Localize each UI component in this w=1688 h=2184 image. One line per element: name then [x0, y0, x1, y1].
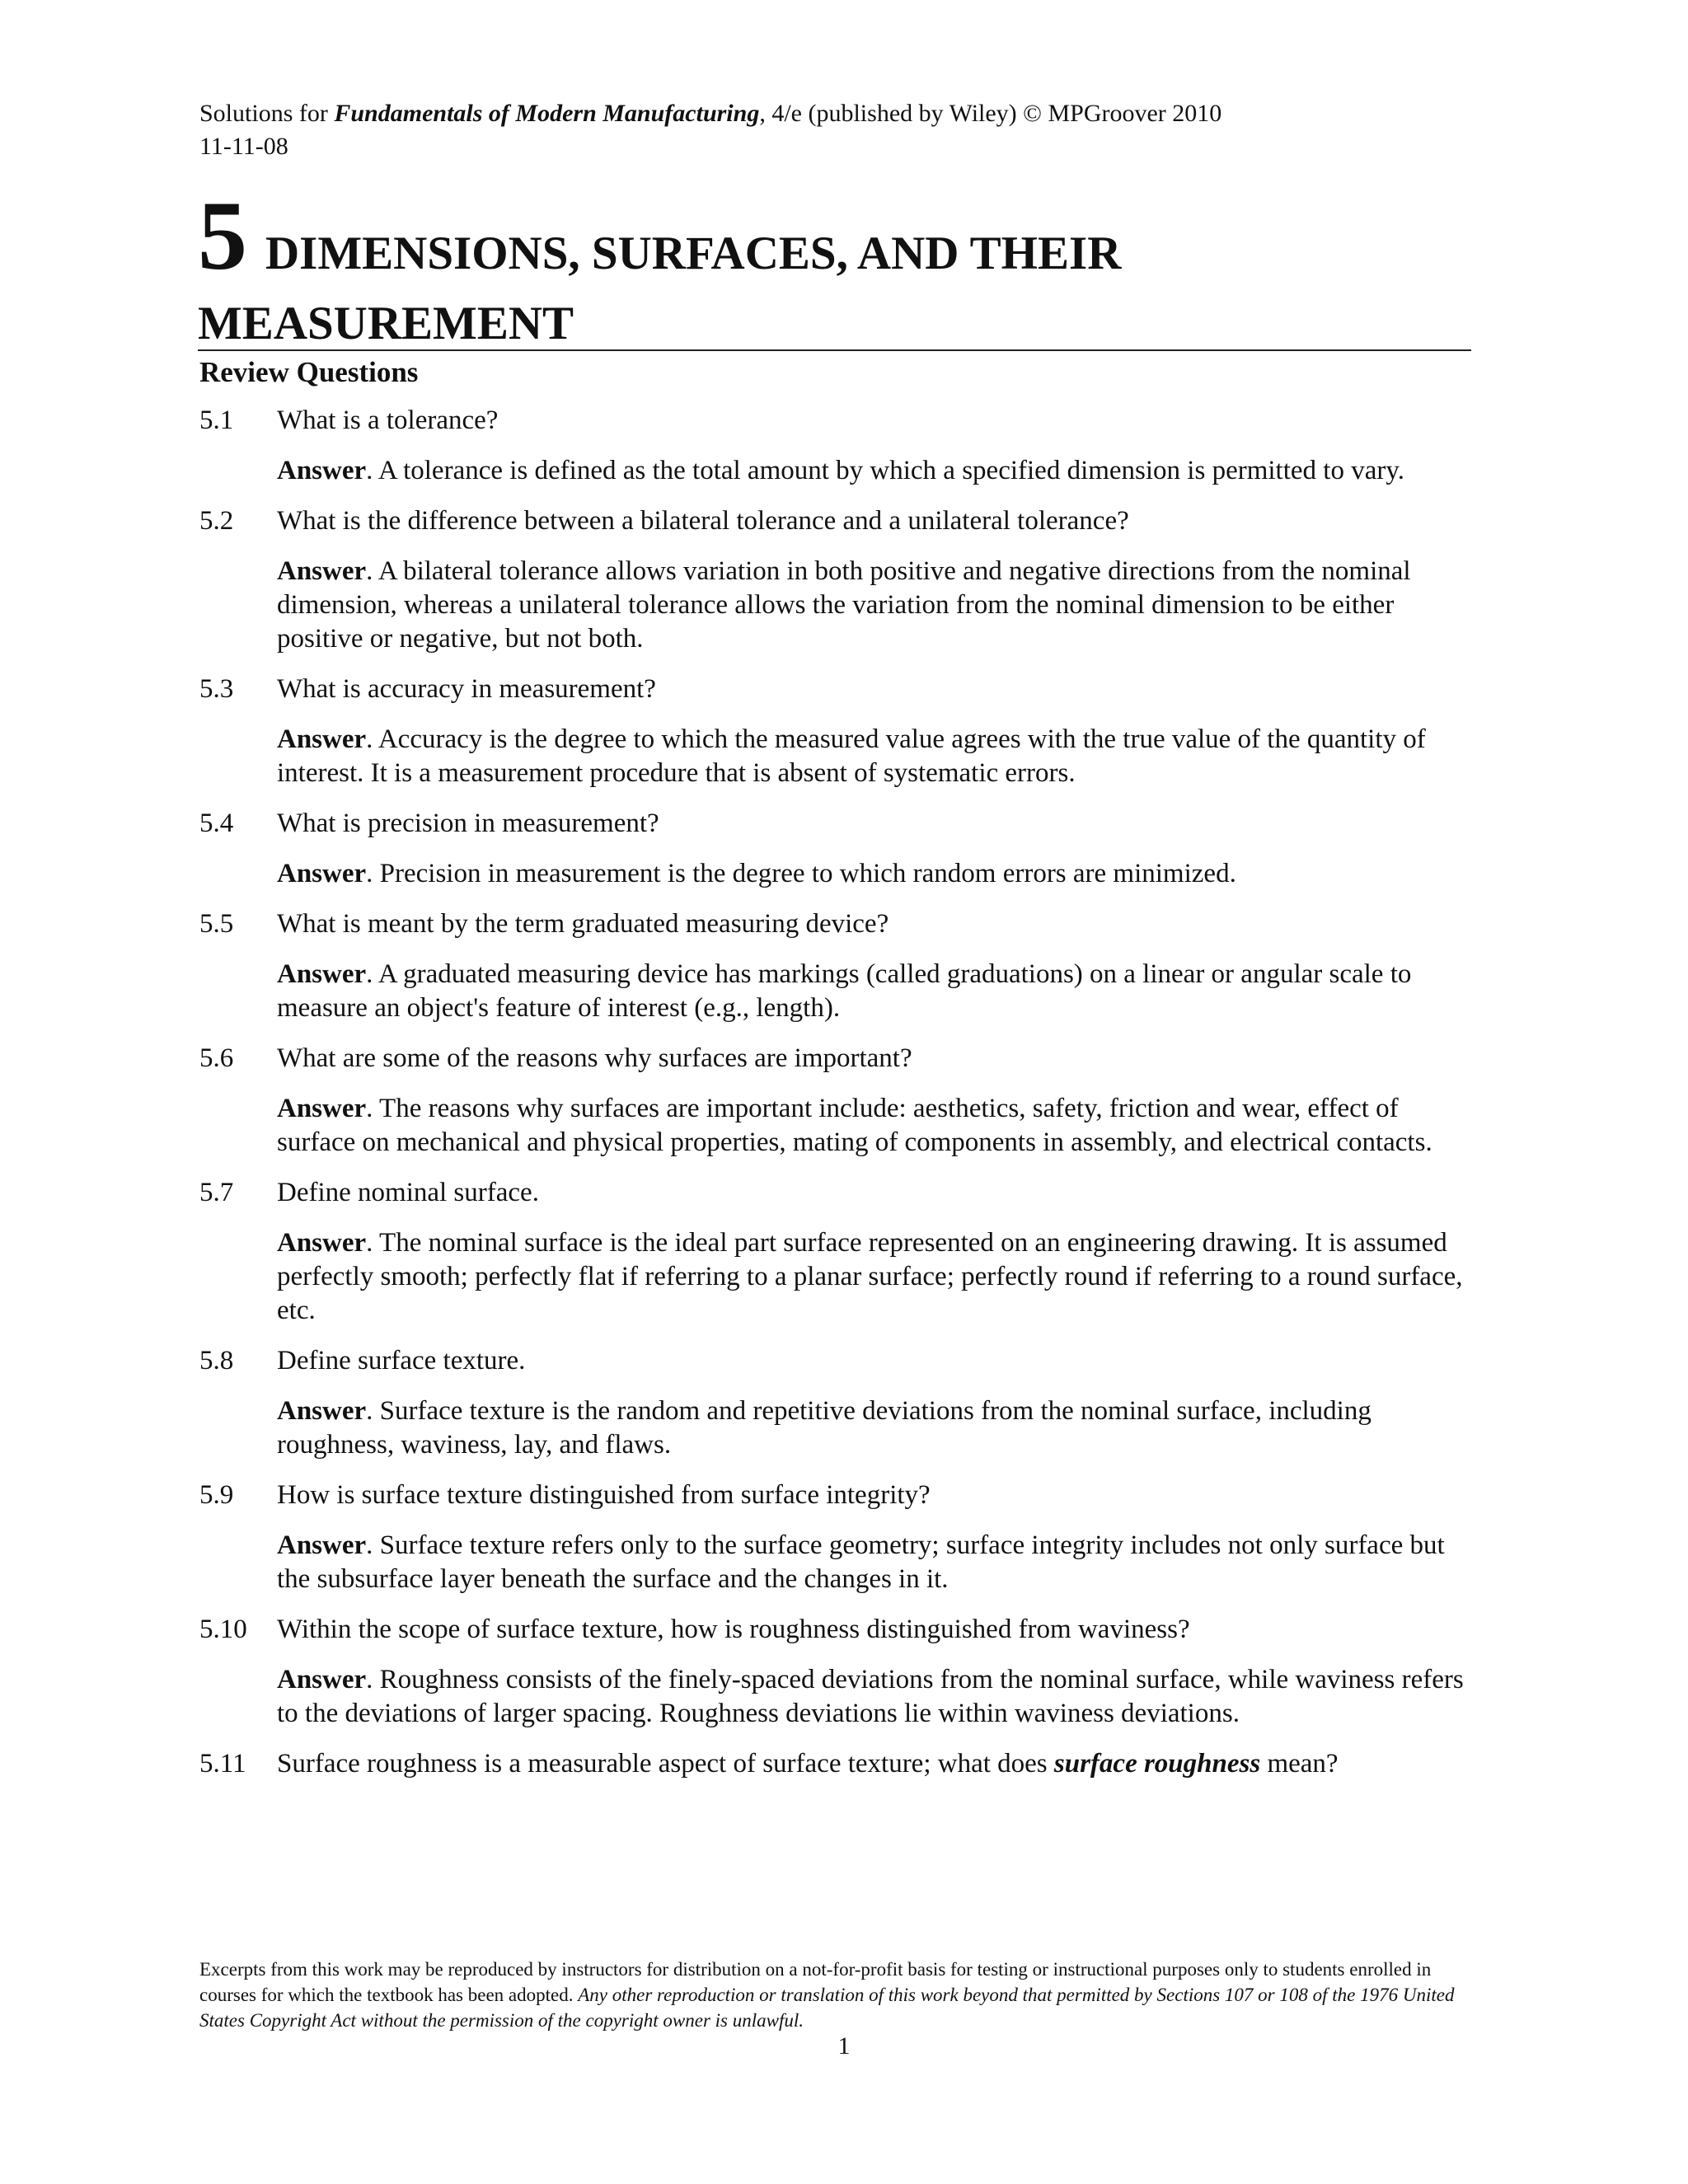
emphasis-term: surface roughness — [1053, 1749, 1261, 1779]
header-book-title: Fundamentals of Modern Manufacturing — [334, 100, 760, 127]
question-number: 5.1 — [199, 405, 234, 435]
answer-text — [277, 1092, 1477, 1160]
question-number: 5.7 — [199, 1178, 234, 1207]
question-item — [199, 673, 1477, 706]
question-item — [199, 404, 1477, 438]
question-text: Within the scope of surface texture, how is roughness distinguished from waviness? — [277, 1615, 1190, 1644]
question-text: Define surface texture. — [277, 1346, 526, 1376]
footer-italic-text: Any other reproduction or translation of this work beyond that permitted by Sections 107 or 108 of the 1976 United States Copyright Act without the permission of the copyright owner is unlawful. — [199, 1985, 1455, 2031]
question-number: 5.4 — [199, 808, 234, 838]
question-item — [199, 1042, 1477, 1076]
question-number: 5.9 — [199, 1480, 234, 1510]
answer-label: Answer — [277, 859, 367, 888]
question-number: 5.11 — [199, 1749, 246, 1779]
header-line-1 — [199, 97, 1221, 130]
question-text: What is the difference between a bilateral tolerance and a unilateral tolerance? — [277, 506, 1129, 536]
question-item — [199, 907, 1477, 941]
question-item — [199, 1747, 1477, 1781]
chapter-heading — [198, 180, 1484, 350]
question-number: 5.10 — [199, 1615, 247, 1644]
question-text: What are some of the reasons why surfaces are important? — [277, 1043, 912, 1073]
answer-body: . Surface texture is the random and repetitive deviations from the nominal surface, including roughness, waviness, lay, and flaws. — [277, 1396, 1372, 1460]
answer-text — [277, 958, 1477, 1025]
question-number: 5.2 — [199, 506, 234, 536]
section-title: Review Questions — [199, 356, 419, 388]
page-header — [199, 97, 1221, 163]
answer-body: . The nominal surface is the ideal part surface represented on an engineering drawing. It is assumed perfectly smooth; perfectly flat if referring to a planar surface; perfectly round if referring to a round surface, etc. — [277, 1228, 1463, 1325]
heading-divider — [198, 349, 1471, 351]
answer-label: Answer — [277, 556, 367, 586]
header-suffix: , 4/e (published by Wiley) © MPGroover 2010 — [759, 100, 1222, 127]
answer-label: Answer — [277, 1094, 367, 1123]
question-item — [199, 1344, 1477, 1378]
answer-body: . Accuracy is the degree to which the measured value agrees with the true value of the quantity of interest. It is a measurement procedure that is absent of systematic errors. — [277, 724, 1426, 788]
footer-text: Excerpts from this work may be reproduced by instructors for distribution on a not-for-profit basis for testing or instructional purposes only to students enrolled in courses for which the textbook has been adopted. — [199, 1959, 1432, 2005]
answer-label: Answer — [277, 1530, 367, 1560]
answer-text — [277, 1663, 1477, 1731]
answer-label: Answer — [277, 456, 367, 485]
question-number: 5.6 — [199, 1043, 234, 1073]
answer-text — [277, 1394, 1477, 1462]
answer-body: . Surface texture refers only to the surface geometry; surface integrity includes not only surface but the subsurface layer beneath the surface and the changes in it. — [277, 1530, 1445, 1594]
question-item — [199, 504, 1477, 538]
answer-label: Answer — [277, 959, 367, 989]
answer-text — [277, 555, 1477, 656]
question-text: What is accuracy in measurement? — [277, 674, 656, 704]
question-text: Define nominal surface. — [277, 1178, 539, 1207]
answer-text — [277, 723, 1477, 790]
question-number: 5.5 — [199, 909, 234, 939]
answer-body: . A bilateral tolerance allows variation in both positive and negative directions from the nominal dimension, whereas a unilateral tolerance allows the variation from the nominal dimension to be either positive or negative, but not both. — [277, 556, 1411, 654]
question-text: Surface roughness is a measurable aspect of surface texture; what does surface roughness mean? — [277, 1749, 1339, 1779]
question-list — [199, 404, 1477, 1781]
question-text: What is precision in measurement? — [277, 808, 659, 838]
header-date: 11-11-08 — [199, 133, 288, 160]
question-item — [199, 1613, 1477, 1647]
answer-body: . Roughness consists of the finely-spaced deviations from the nominal surface, while waviness refers to the deviations of larger spacing. Roughness deviations lie within waviness deviations. — [277, 1665, 1464, 1728]
question-number: 5.8 — [199, 1346, 234, 1376]
chapter-title-line-2: MEASUREMENT — [198, 298, 574, 349]
answer-body: . A graduated measuring device has markings (called graduations) on a linear or angular scale to measure an object's feature of interest (e.g., length). — [277, 959, 1412, 1023]
question-text: What is meant by the term graduated measuring device? — [277, 909, 889, 939]
question-text: What is a tolerance? — [277, 405, 499, 435]
question-item — [199, 1479, 1477, 1512]
page-number: 1 — [837, 2032, 851, 2060]
answer-body: . Precision in measurement is the degree to which random errors are minimized. — [366, 859, 1236, 888]
question-item — [199, 807, 1477, 841]
answer-body: . The reasons why surfaces are important include: aesthetics, safety, friction and wear, effect of surface on mechanical and physical properties, mating of components in assembly, and electrical contacts. — [277, 1094, 1432, 1157]
answer-label: Answer — [277, 1665, 367, 1694]
answer-label: Answer — [277, 1396, 367, 1426]
answer-label: Answer — [277, 1228, 367, 1258]
chapter-title-line-1: DIMENSIONS, SURFACES, AND THEIR — [265, 227, 1122, 279]
header-prefix: Solutions for — [199, 100, 335, 127]
answer-text — [277, 857, 1477, 891]
question-item — [199, 1176, 1477, 1210]
answer-label: Answer — [277, 724, 367, 754]
answer-text — [277, 1226, 1477, 1328]
answer-body: . A tolerance is defined as the total amount by which a specified dimension is permitted to vary. — [366, 456, 1404, 485]
copyright-footer — [199, 1957, 1485, 2033]
answer-text — [277, 454, 1477, 488]
question-text: How is surface texture distinguished from surface integrity? — [277, 1480, 931, 1510]
chapter-number: 5 — [198, 180, 247, 290]
question-number: 5.3 — [199, 674, 234, 704]
answer-text — [277, 1529, 1477, 1596]
